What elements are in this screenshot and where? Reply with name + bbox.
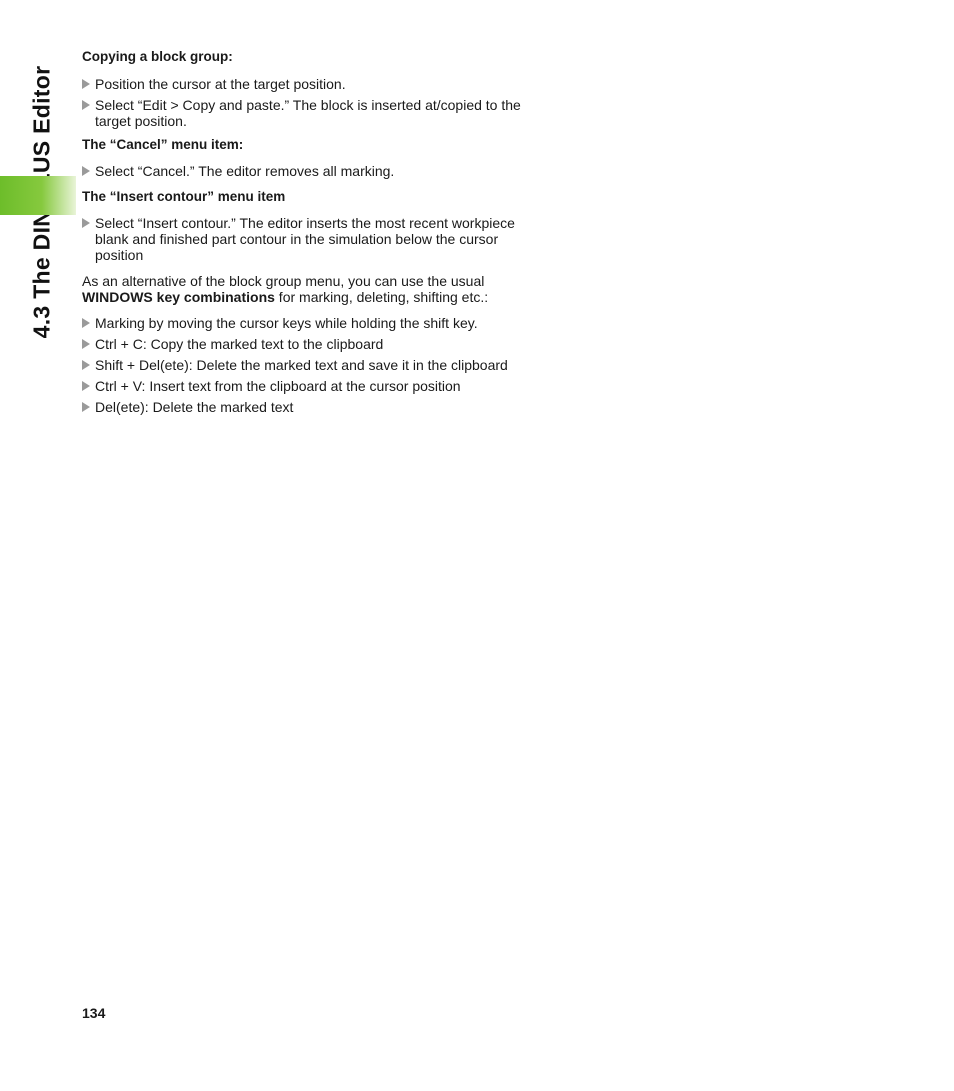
bullet-list-shortcuts bbox=[82, 315, 532, 415]
triangle-bullet-icon bbox=[82, 166, 90, 176]
list-item: Select “Insert contour.” The editor inserts the most recent workpiece blank and finished part contour in the simulation below the cursor position bbox=[82, 215, 532, 263]
triangle-bullet-icon bbox=[82, 318, 90, 328]
list-item: Shift + Del(ete): Delete the marked text and save it in the clipboard bbox=[82, 357, 532, 373]
triangle-bullet-icon bbox=[82, 360, 90, 370]
list-item: Select “Cancel.” The editor removes all marking. bbox=[82, 163, 532, 179]
main-content bbox=[82, 49, 532, 415]
chapter-tab-marker bbox=[0, 176, 76, 215]
heading-cancel-menu-item: The “Cancel” menu item: bbox=[82, 137, 244, 152]
triangle-bullet-icon bbox=[82, 339, 90, 349]
bullet-list-copying bbox=[82, 76, 532, 129]
triangle-bullet-icon bbox=[82, 218, 90, 228]
list-item: Del(ete): Delete the marked text bbox=[82, 399, 532, 415]
windows-key-combinations-emphasis: WINDOWS key combinations bbox=[82, 289, 275, 305]
list-item: Select “Edit > Copy and paste.” The block is inserted at/copied to the target position. bbox=[82, 97, 532, 129]
triangle-bullet-icon bbox=[82, 381, 90, 391]
page-number: 134 bbox=[82, 1005, 106, 1021]
list-item: Position the cursor at the target position. bbox=[82, 76, 532, 92]
heading-insert-contour-menu-item: The “Insert contour” menu item bbox=[82, 189, 286, 204]
bullet-list-cancel bbox=[82, 163, 532, 179]
heading-copying-block-group: Copying a block group: bbox=[82, 49, 233, 64]
windows-shortcuts-paragraph: As an alternative of the block group menu, you can use the usual WINDOWS key combinations for marking, deleting, shifting etc.: bbox=[82, 273, 489, 305]
bullet-list-insert-contour bbox=[82, 215, 532, 263]
list-item: Marking by moving the cursor keys while holding the shift key. bbox=[82, 315, 532, 331]
list-item: Ctrl + C: Copy the marked text to the clipboard bbox=[82, 336, 532, 352]
triangle-bullet-icon bbox=[82, 79, 90, 89]
list-item: Ctrl + V: Insert text from the clipboard at the cursor position bbox=[82, 378, 532, 394]
triangle-bullet-icon bbox=[82, 402, 90, 412]
triangle-bullet-icon bbox=[82, 100, 90, 110]
